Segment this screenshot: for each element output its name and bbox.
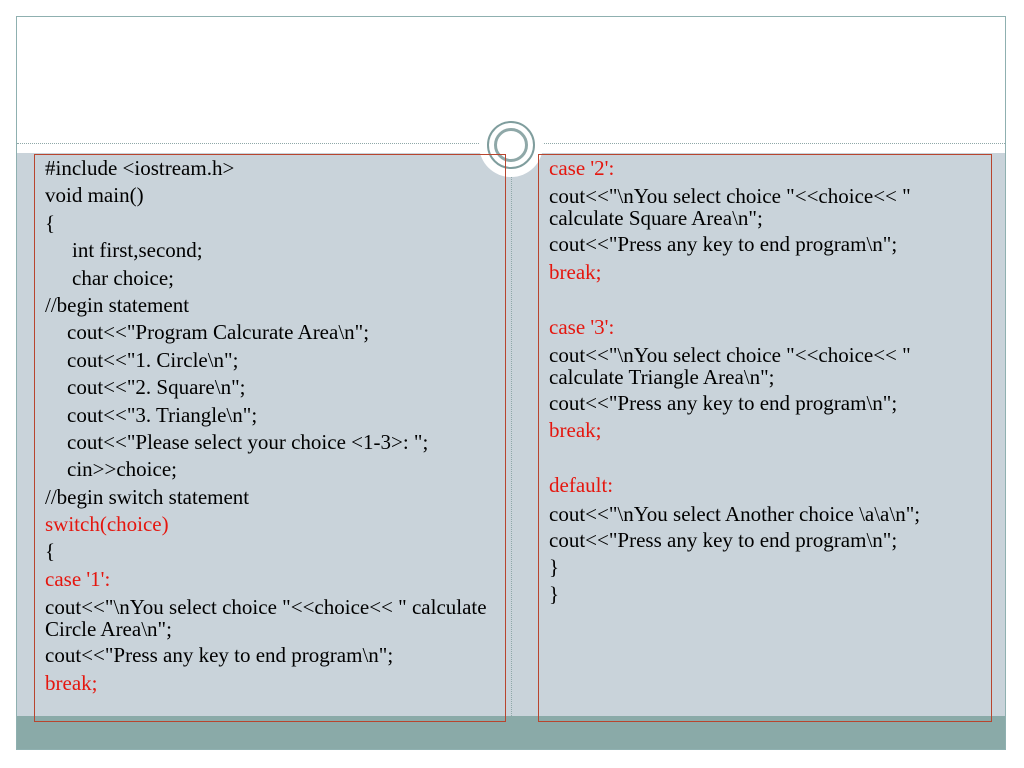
code-line: default:	[549, 473, 614, 498]
code-line: {	[45, 210, 56, 235]
code-line: cout<<"Please select your choice <1-3>: ";	[67, 429, 429, 454]
code-line: break;	[45, 670, 98, 695]
code-line: break;	[549, 418, 602, 443]
code-line: //begin statement	[45, 292, 190, 317]
code-line: cout<<"\nYou select choice "<<choice<< " calculate Triangle Area\n";	[549, 342, 911, 389]
code-line: cin>>choice;	[67, 457, 177, 482]
blank-line	[549, 286, 981, 313]
code-line: }	[549, 582, 560, 607]
code-line: }	[549, 554, 560, 579]
code-line: cout<<"1. Circle\n";	[67, 347, 239, 372]
code-line: void main()	[45, 183, 144, 208]
code-line: case '1':	[45, 566, 111, 591]
code-line: switch(choice)	[45, 512, 169, 537]
code-line: cout<<"Press any key to end program\n";	[549, 390, 898, 415]
code-line: cout<<"2. Square\n";	[67, 375, 246, 400]
code-line: cout<<"\nYou select choice "<<choice<< " calculate Square Area\n";	[549, 184, 911, 231]
code-line: cout<<"Press any key to end program\n";	[549, 232, 898, 257]
slide	[16, 16, 1006, 750]
code-box-left	[34, 154, 506, 722]
code-line: cout<<"3. Triangle\n";	[67, 402, 258, 427]
code-line: cout<<"Press any key to end program\n";	[45, 643, 394, 668]
code-line: char choice;	[72, 265, 175, 290]
code-line: cout<<"\nYou select Another choice \a\a\n";	[549, 501, 921, 526]
code-line: cout<<"\nYou select choice "<<choice<< " calculate Circle Area\n";	[45, 595, 487, 642]
code-line: cout<<"Press any key to end program\n";	[549, 527, 898, 552]
code-line: {	[45, 539, 56, 564]
code-line: int first,second;	[72, 238, 203, 263]
blank-line	[549, 445, 981, 472]
column-divider	[511, 153, 512, 716]
code-line: #include <iostream.h>	[45, 156, 235, 180]
code-box-right	[538, 154, 992, 722]
code-line: cout<<"Program Calcurate Area\n";	[67, 320, 370, 345]
code-line: case '2':	[549, 156, 615, 180]
code-line: //begin switch statement	[45, 484, 250, 509]
code-line: break;	[549, 259, 602, 284]
code-line: case '3':	[549, 314, 615, 339]
